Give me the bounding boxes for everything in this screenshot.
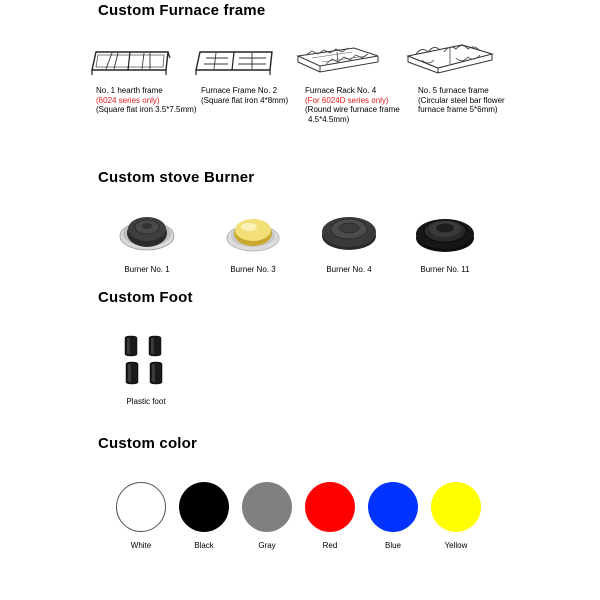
- frame-5-spec-2: furnace frame 5*6mm): [418, 105, 498, 114]
- burner-1-image: [118, 210, 176, 252]
- frame-1-caption: [96, 86, 197, 115]
- frame-1-title: No. 1 hearth frame: [96, 86, 163, 95]
- color-swatch-gray: [242, 482, 292, 532]
- foot-section-heading: Custom Foot: [98, 289, 193, 306]
- plastic-foot-label: Plastic foot: [126, 397, 166, 406]
- color-swatch-black: [179, 482, 229, 532]
- frame-5-spec: (Circular steel bar flower: [418, 95, 505, 105]
- rack-4-spec: (Round wire furnace frame: [305, 105, 400, 114]
- color-swatch-red: [305, 482, 355, 532]
- burner-11-image: [414, 210, 476, 254]
- burner-3-image: [225, 212, 281, 252]
- hearth-frame-1-image: [88, 48, 174, 78]
- color-label-blue: Blue: [384, 541, 401, 550]
- color-swatch-blue: [368, 482, 418, 532]
- furnace-frame-2-image: [192, 48, 278, 78]
- burner-1-label: Burner No. 1: [124, 265, 170, 274]
- color-label-white: White: [130, 541, 152, 550]
- rack-4-caption: [305, 86, 400, 124]
- color-swatch-yellow: [431, 482, 481, 532]
- burner-section-heading: Custom stove Burner: [98, 169, 255, 186]
- frame-2-title: Furnace Frame No. 2: [201, 86, 278, 95]
- plastic-foot-image: [122, 334, 170, 386]
- furnace-rack-4-image: [292, 42, 382, 76]
- rack-4-note: (For 6024D series only): [305, 95, 389, 105]
- frame-2-spec: (Square flat iron 4*8mm): [201, 95, 289, 105]
- color-label-gray: Gray: [258, 541, 276, 550]
- color-swatch-white: [116, 482, 166, 532]
- frame-5-caption: [418, 86, 505, 115]
- burner-3-label: Burner No. 3: [230, 265, 276, 274]
- color-label-yellow: Yellow: [444, 541, 468, 550]
- color-label-red: Red: [322, 541, 338, 550]
- rack-4-title: Furnace Rack No. 4: [305, 86, 377, 95]
- rack-4-spec-2: 4.5*4.5mm): [308, 114, 350, 124]
- frame-2-caption: [201, 86, 288, 105]
- burner-4-label: Burner No. 4: [326, 265, 372, 274]
- furnace-section-heading: Custom Furnace frame: [98, 2, 266, 19]
- burner-4-image: [320, 210, 378, 252]
- frame-5-title: No. 5 furnace frame: [418, 86, 489, 95]
- frame-1-spec: (Square flat iron 3.5*7.5mm): [96, 105, 197, 114]
- furnace-frame-5-image: [404, 40, 496, 76]
- color-section-heading: Custom color: [98, 435, 198, 452]
- frame-1-note: (6024 series only): [96, 95, 160, 105]
- color-label-black: Black: [194, 541, 214, 550]
- burner-11-label: Burner No. 11: [420, 265, 470, 274]
